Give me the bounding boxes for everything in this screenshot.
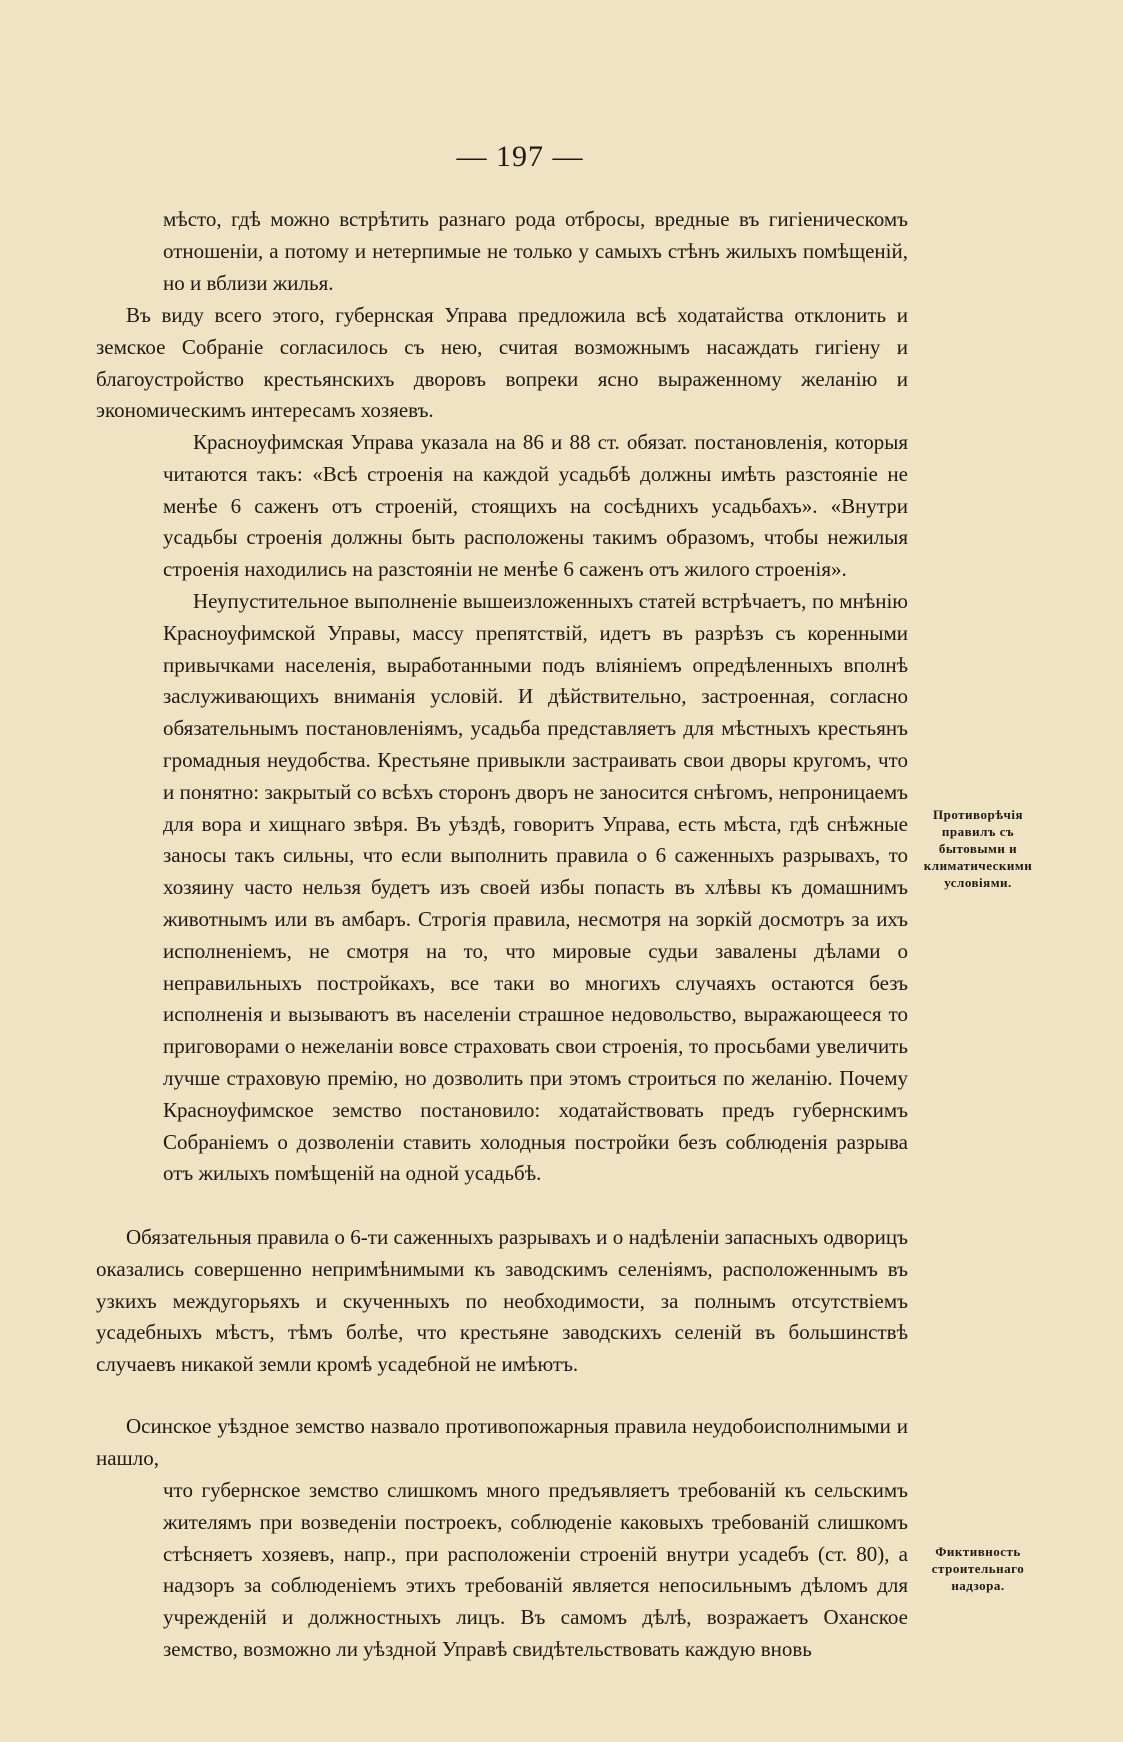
margin-note-fictitious-supervision: Фиктивность строительнаго надзора. <box>931 1544 1025 1593</box>
paragraph-2: Въ виду всего этого, губернская Управа предложила всѣ ходатайства отклонить и земское Собраніе согласилось съ нею, считая возможнымъ насаждать гигіену и благоустройство крестьянскихъ дворовъ вопреки ясно выраженному желанію и экономическимъ интересамъ хозяевъ. <box>96 303 908 423</box>
paragraph-1: мѣсто, гдѣ можно встрѣтить разнаго рода отбросы, вредные въ гигіеническомъ отношеніи, а потому и нетерпимые не только у самыхъ стѣнъ жилыхъ помѣщеній, но и вблизи жилья. <box>163 207 908 295</box>
quoted-paragraph: что губернское земство слишкомъ много предъявляетъ требованій къ сельскимъ жителямъ при возведеніи построекъ, соблюденіе каковыхъ требованій слишкомъ стѣсняетъ хозяевъ, напр., при расположеніи строеній внутри усадебъ (ст. 80), а надзоръ за соблюденіемъ этихъ требованій является непосильнымъ дѣломъ для учрежденій и должностныхъ лицъ. Въ самомъ дѣлѣ, возражаетъ Оханское земство, возможно ли уѣздной Управѣ свидѣтельствовать каждую вновь <box>163 1478 908 1661</box>
paragraph-4: Неупустительное выполненіе вышеизложенныхъ статей встрѣчаетъ, по мнѣнію Красноуфимской Управы, массу препятствій, идетъ въ разрѣзъ съ коренными привычками населенія, выработанными подъ вліяніемъ опредѣленныхъ вполнѣ заслуживающихъ вниманія условій. И дѣйствительно, застроенная, согласно обязательнымъ постановленіямъ, усадьба представляетъ для мѣстныхъ крестьянъ громадныя неудобства. Крестьяне привыкли застраивать свои дворы кругомъ, что и понятно: закрытый со всѣхъ сторонъ дворъ не заносится снѣгомъ, непроницаемъ для вора и хищнаго звѣря. Въ уѣздѣ, говоритъ Управа, есть мѣста, гдѣ снѣжные заносы такъ сильны, что если выполнить правила о 6 саженныхъ разрывахъ, то хозяину часто нельзя будетъ изъ своей избы попасть въ хлѣвы къ домашнимъ животнымъ или въ амбаръ. Строгія правила, несмотря на зоркій досмотръ за ихъ исполненіемъ, не смотря на то, что мировые судьи завалены дѣлами о неправильныхъ постройкахъ, все таки во многихъ случаяхъ остаются безъ исполненія и вызываютъ въ населеніи страшное недовольство, выражающееся то приговорами о нежеланіи вовсе страховать свои строенія, то просьбами увеличить лучше страховую премію, но дозволить при этомъ строиться по желанію. Почему Красноуфимское земство постановило: ходатайствовать предъ губернскимъ Собраніемъ о дозволеніи ставить холодныя постройки безъ соблюденія разрыва отъ жилыхъ помѣщеній на одной усадьбѣ. <box>163 589 908 1186</box>
margin-note-contradictions: Противорѣчія правилъ съ бытовыми и климатическими условіями. <box>923 807 1033 890</box>
paragraph-3: Красноуфимская Управа указала на 86 и 88 ст. обязат. постановленія, которыя читаются такъ: «Всѣ строенія на каждой усадьбѣ должны имѣть разстояніе не менѣе 6 саженъ отъ строеній, стоящихъ на сосѣднихъ усадьбахъ». «Внутри усадьбы строенія должны быть расположены такимъ образомъ, чтобы нежилыя строенія находились на разстояніи не менѣе 6 саженъ отъ жилого строенія». <box>163 430 908 582</box>
paragraph-5: Обязательныя правила о 6-ти саженныхъ разрывахъ и о надѣленіи запасныхъ одворицъ оказались совершенно непримѣнимыми къ заводскимъ селеніямъ, расположеннымъ въ узкихъ междугорьяхъ и скученныхъ по необходимости, за полнымъ отсутствіемъ усадебныхъ мѣстъ, тѣмъ болѣе, что крестьяне заводскихъ селеній въ большинствѣ случаевъ никакой земли кромѣ усадебной не имѣютъ. <box>96 1225 908 1377</box>
paragraph-6: Осинское уѣздное земство назвало противопожарныя правила неудобоисполнимыми и нашло, <box>96 1414 908 1470</box>
page-number: — 197 — <box>456 140 584 173</box>
